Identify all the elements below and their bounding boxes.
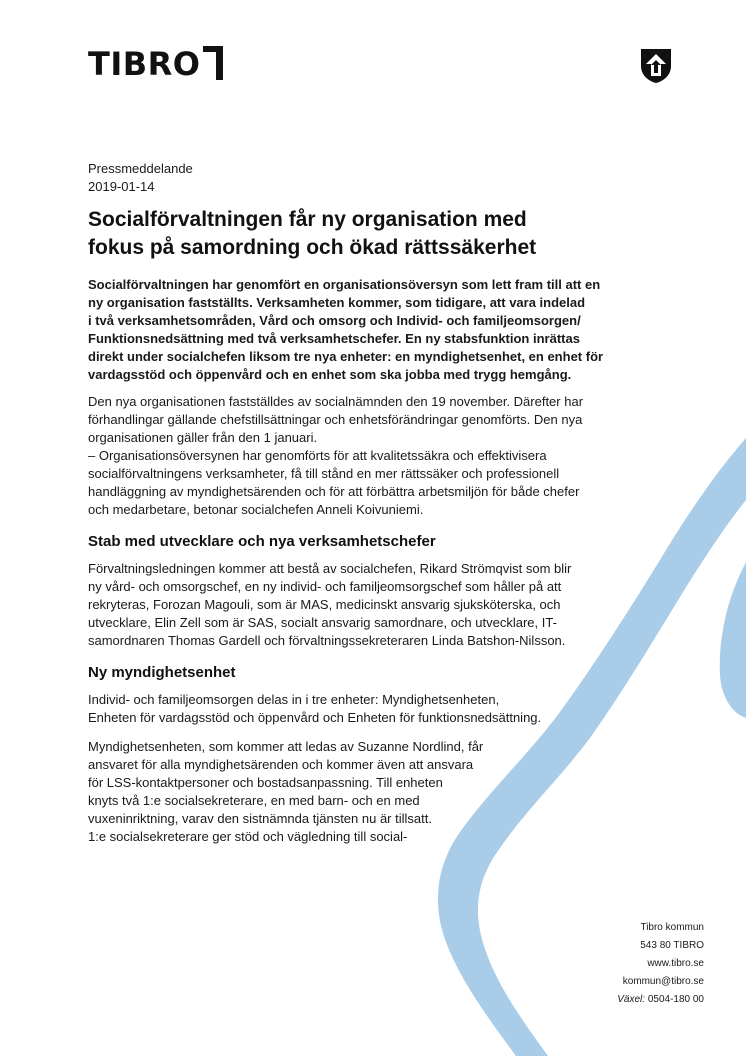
footer-web-link[interactable]: www.tibro.se <box>647 958 704 969</box>
footer-phone: Växel: 0504-180 00 <box>617 994 704 1005</box>
document-date: 2019-01-14 <box>88 179 155 194</box>
footer-email-link[interactable]: kommun@tibro.se <box>622 976 704 987</box>
footer-address: 543 80 TIBRO <box>640 940 704 951</box>
press-release <box>88 160 648 857</box>
body-paragraph-1: Den nya organisationen fastställdes av socialnämnden den 19 november. Därefter har förhandlingar gällande chefstillsättningar och enhetsförändringar genomförts. Den nya organisationen gäller från den 1 januari. – Organisationsöversynen har genomförts för att kvalitetssäkra och effektivisera socialförvaltningens verksamheter, få till stånd en mer rättssäker och professionell handläggning av myndighetsärenden och för att förbättra arbetsmiljön för både chefer och medarbetare, betonar socialchefen Anneli Koivuniemi. <box>88 394 584 517</box>
document-type: Pressmeddelande <box>88 161 193 176</box>
contact-footer <box>617 919 704 1009</box>
page-title: Socialförvaltningen får ny organisation med fokus på samordning och ökad rättssäkerhet <box>88 208 537 259</box>
body-paragraph-3: Individ- och familjeomsorgen delas in i tre enheter: Myndighetsenheten, Enheten för vardagsstöd och öppenvård och Enheten för funktionsnedsättning. <box>88 692 542 725</box>
footer-org: Tibro kommun <box>640 922 704 933</box>
river-branch <box>720 562 746 718</box>
arrow-shield-icon <box>637 46 675 84</box>
lead-paragraph: Socialförvaltningen har genomfört en organisationsöversyn som lett fram till att en ny organisation fastställts. Verksamheten kommer, som tidigare, att vara indelad i två verksamhetsområden, Vård och omsorg och Individ- och familjeomsorgen/ Funktionsnedsättning med två verksamhetschefer. En ny stabsfunktion inrättas direkt under socialchefen liksom tre nya enheter: en myndighetsenhet, en enhet för vardagsstöd och öppenvård och en enhet som ska jobba med trygg hemgång. <box>88 277 604 382</box>
section-heading-authority: Ny myndighetsenhet <box>88 664 236 681</box>
tibro-logo <box>88 45 223 83</box>
tibro-bracket-mark-icon <box>203 46 223 80</box>
section-heading-staff: Stab med utvecklare och nya verksamhetschefer <box>88 533 436 550</box>
body-paragraph-2: Förvaltningsledningen kommer att bestå av socialchefen, Rikard Strömqvist som blir ny vård- och omsorgschef, en ny individ- och familjeomsorgschef som håller på att rekryteras, Forozan Magouli, som är MAS, medicinskt ansvarig sjuksköterska, och utvecklare, Elin Zell som är SAS, socialt ansvarig samordnare, och utvecklare, IT- samordnaren Thomas Gardell och förvaltningssekreteraren Linda Batshon-Nilsson. <box>88 561 572 648</box>
logo-text: TIBRO <box>88 45 201 83</box>
body-paragraph-4: Myndighetsenheten, som kommer att ledas av Suzanne Nordlind, får ansvaret för alla myndighetsärenden och kommer även att ansvara för LSS-kontaktpersoner och bostadsanpassning. Till enheten knyts två 1:e socialsekreterare, en med barn- och en med vuxeninriktning, varav den sistnämnda tjänsten nu är tillsatt. 1:e socialsekreterare ger stöd och vägledning till social- <box>88 739 484 844</box>
